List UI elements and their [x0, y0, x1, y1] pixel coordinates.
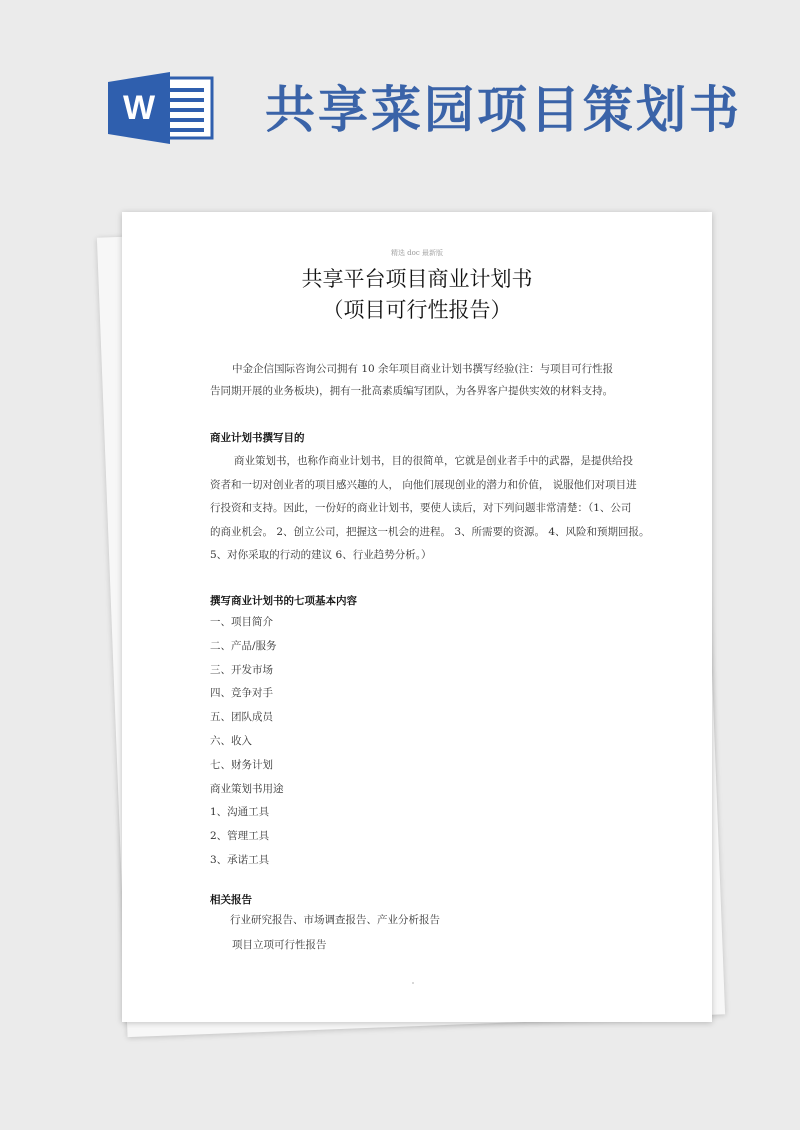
document-page	[122, 212, 712, 1022]
purpose-line: 的商业机会。 2、创立公司，把握这一机会的进程。 3、所需要的资源。 4、风险和预期回报。	[210, 525, 650, 538]
word-logo-letter: W	[122, 89, 156, 127]
page-heading: 共享菜园项目策划书	[265, 81, 742, 139]
related-heading: 相关报告	[210, 894, 252, 906]
list-item: 项目立项可行性报告	[232, 939, 327, 951]
list-item: 商业策划书用途	[210, 782, 284, 795]
word-icon	[108, 72, 218, 144]
list-item: 五、团队成员	[210, 711, 273, 724]
purpose-line: 商业策划书，也称作商业计划书，目的很简单，它就是创业者手中的武器，是提供给投	[234, 455, 633, 467]
top-note: 精选 doc 最新版	[390, 249, 444, 257]
purpose-line: 资者和一切对创业者的项目感兴趣的人， 向他们展现创业的潜力和价值， 说服他们对项目进	[210, 478, 637, 491]
contents-heading: 撰写商业计划书的七项基本内容	[210, 595, 357, 607]
list-item: 七、财务计划	[210, 758, 273, 771]
list-item: 1、沟通工具	[210, 806, 270, 819]
list-item: 3、承诺工具	[210, 853, 270, 866]
list-item: 三、开发市场	[210, 663, 273, 676]
contents-list	[210, 611, 510, 873]
title-line-1: 共享平台项目商业计划书	[301, 267, 533, 291]
purpose-paragraph	[210, 450, 650, 568]
purpose-line: 5、对你采取的行动的建议 6、行业趋势分析。）	[210, 549, 432, 562]
list-item: 2、管理工具	[210, 830, 270, 843]
purpose-line: 行投资和支持。因此，一份好的商业计划书，要使人读后，对下列问题非常清楚：（1、公司	[210, 502, 632, 515]
list-item: 行业研究报告、市场调查报告、产业分析报告	[230, 914, 440, 926]
list-item: 六、收入	[210, 734, 252, 747]
intro-paragraph: 中金企信国际咨询公司拥有 10 余年项目商业计划书撰写经验(注：与项目可行性报告同期开展的业务板块)，拥有一批高素质编写团队，为各界客户提供实效的材料支持。	[210, 363, 614, 397]
document-title	[122, 264, 712, 326]
page-mark	[412, 982, 414, 984]
list-item: 二、产品/服务	[210, 639, 277, 652]
related-list	[230, 908, 440, 958]
purpose-heading: 商业计划书撰写目的	[210, 432, 305, 444]
title-line-2: （项目可行性报告）	[322, 298, 512, 322]
list-item: 四、竞争对手	[210, 687, 273, 700]
list-item: 一、项目简介	[210, 616, 273, 628]
